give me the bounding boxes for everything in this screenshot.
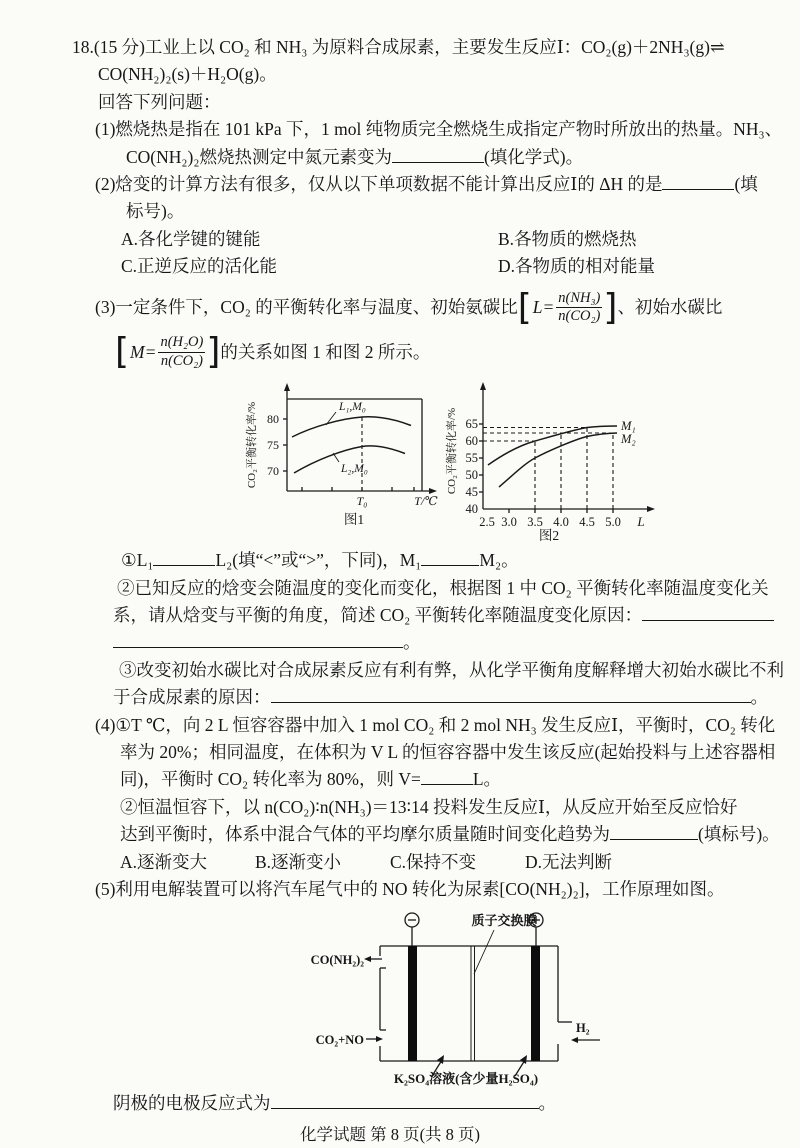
sub3-line2-text: 于合成尿素的原因： [113, 687, 271, 708]
right-inlet-arrow-head [571, 1037, 578, 1043]
sub3-line1: ③改变初始水碳比对合成尿素反应有利有弊，从化学平衡角度解释增大初始水碳比不利 [119, 659, 784, 680]
fig2-y-axis-arrow [480, 382, 486, 390]
fig2-curve-M2 [499, 433, 617, 487]
solution-label: K₂SO₄溶液(含少量H₂SO₄) [393, 1070, 539, 1086]
answer-blank-reason-2 [271, 687, 751, 703]
fig1-ytick-label-75: 75 [267, 438, 279, 453]
part2-line1-text: (2)焓变的计算方法有很多，仅从以下单项数据不能计算出反应Ⅰ的 ΔH 的是 [95, 174, 663, 195]
sub1-a: ①L₁ [121, 550, 154, 571]
part5-line: (5)利用电解装置可以将汽车尾气中的 NO 转化为尿素[CO(NH₂)₂]，工作原理如图。 [95, 879, 725, 900]
part1-line2-suffix: (填化学式)。 [483, 146, 584, 167]
cathode-equation-text: 阴极的电极反应式为 [113, 1092, 271, 1113]
ratio-L-numerator: n(NH₃) [556, 290, 602, 308]
fig2-ytick-label-45: 45 [465, 485, 478, 500]
part4b-line2-text: 达到平衡时，体系中混合气体的平均摩尔质量随时间变化趋势为 [120, 824, 610, 845]
answer-blank-cathode-equation [271, 1093, 539, 1109]
sub2-line1: ②已知反应的焓变会随温度的变化而变化，根据图 1 中 CO₂ 平衡转化率随温度变化关 [117, 577, 769, 598]
options-row-2 [121, 253, 800, 280]
answer-blank-chemical-formula [392, 147, 484, 163]
part1-line2-text: CO(NH₂)₂燃烧热测定中氮元素变为 [126, 146, 392, 167]
fig1-ytick-label-70: 70 [267, 464, 279, 479]
cathode-equation-end: 。 [538, 1092, 556, 1113]
part3-text-mid: 、初始水碳比 [617, 296, 723, 317]
left-inlet-arrow-head [376, 1036, 383, 1042]
fig2-series-label-M2: M₂ [621, 432, 636, 447]
right-inlet-label: H₂ [576, 1020, 590, 1035]
sub2-line3 [113, 629, 800, 656]
answer-blank-M-compare [421, 550, 479, 566]
fig2-xtick-label: 3.5 [527, 515, 543, 530]
part2-line2: 标号)。 [126, 201, 185, 222]
answer-blank-L-compare [153, 550, 215, 566]
options-row-3 [120, 849, 800, 876]
sub3-line2 [113, 684, 800, 711]
fig2-x-axis-label: L [637, 514, 645, 530]
sub1-c: M₂。 [479, 550, 519, 571]
ratio-L-fraction [556, 290, 602, 326]
membrane-leader-line [474, 930, 494, 974]
figures-row [242, 379, 800, 544]
part4-line3 [120, 766, 800, 793]
fig1-caption: 图1 [343, 512, 365, 528]
sub1-line [121, 547, 800, 574]
part4-line3-text: 同)，平衡时 CO₂ 转化率为 80%，则 V= [120, 769, 421, 790]
fig1-y-axis-arrow [284, 383, 290, 391]
part4-line1: (4)①T ℃，向 2 L 恒容容器中加入 1 mol CO₂ 和 2 mol NH₃ 发生反应Ⅰ，平衡时，CO₂ 转化 [95, 714, 776, 735]
fig2-xtick-label: 3.0 [501, 515, 517, 530]
fig2-caption: 图2 [538, 528, 560, 544]
question-stem-line1: 18.(15 分)工业上以 CO₂ 和 NH₃ 为原料合成尿素，主要发生反应Ⅰ：CO₂(g)＋2NH₃(g)⇌ [72, 37, 725, 57]
fig2-ytick-label-40: 40 [465, 502, 478, 517]
fig2-ytick-label-65: 65 [465, 417, 478, 432]
sub2-line2-text: 系，请从焓变与平衡的角度，简述 CO₂ 平衡转化率随温度变化原因： [113, 605, 643, 626]
option-b: B.各物质的燃烧热 [498, 228, 637, 249]
fig2-xtick-label: 4.0 [553, 515, 569, 530]
electrolysis-device-figure [308, 906, 800, 1086]
answer-blank-part2 [662, 174, 734, 190]
fig1-x-axis-label: T/℃ [414, 494, 438, 509]
fig1-leader-line-2 [333, 453, 339, 462]
answer-blank-trend [610, 824, 698, 840]
ratio-L-denominator: n(CO₂) [558, 308, 601, 325]
left-inlet-label: CO₂+NO [315, 1032, 364, 1047]
fig1-curve-L1M0 [292, 417, 411, 437]
fig2-xtick-label: 4.5 [579, 515, 595, 530]
part3-line2: [ M= $\frac{\text{n(H₂O)}}{\text{n(CO₂)}}$ ] 的关系如图 1 和图 2 所示。 [115, 331, 431, 373]
option-2d: D.无法判断 [525, 851, 613, 872]
fig1-y-axis-label: CO₂平衡转化率/% [246, 402, 258, 489]
part1-line1: (1)燃烧热是指在 101 kPa 下，1 mol 纯物质完全燃烧生成指定产物时所放出的热量。NH₃、 [95, 119, 783, 140]
ratio-M-lhs: M= [130, 341, 157, 362]
part4-line3-suffix: L。 [472, 769, 502, 790]
question-prompt: 回答下列问题： [98, 91, 221, 112]
fig2-x-axis-arrow [647, 506, 655, 512]
option-2a: A.逐渐变大 [120, 851, 208, 872]
option-2b: B.逐渐变小 [255, 851, 342, 872]
answer-blank-reason-1 [642, 605, 774, 621]
part2-line1-suffix: (填 [734, 174, 758, 195]
options-row-1 [121, 226, 800, 253]
fig1-series-label-1: L₁,M₀ [339, 401, 366, 414]
sub2-line2 [113, 602, 800, 629]
option-c: C.正逆反应的活化能 [121, 256, 278, 277]
part3-line1: (3)一定条件下，CO₂ 的平衡转化率与温度、初始氨碳比 [ L= $\frac{\text{n(NH₃)}}{\text{n(CO₂)}}$ ] 、初始水碳比 [95, 286, 723, 328]
sub1-b: L₂(填“<”或“>”，下同)，M₁ [215, 550, 422, 571]
cathode-electrode [408, 946, 417, 1061]
figure1-chart [242, 379, 447, 531]
fig2-ytick-label-55: 55 [465, 451, 478, 466]
left-outlet-arrow-head [364, 956, 371, 962]
membrane-label: 质子交换膜 [471, 912, 537, 928]
fig2-y-axis-label: CO₂平衡转化率/% [446, 408, 458, 495]
part4-line2: 率为 20%；相同温度，在体积为 V L 的恒容容器中发生该反应(起始投料与上述容器相 [120, 742, 776, 763]
option-2c: C.保持不变 [390, 851, 477, 872]
ratio-M-fraction [158, 334, 205, 370]
sub3-line2-end: 。 [750, 687, 768, 708]
fig1-ytick-label-80: 80 [267, 412, 279, 427]
answer-blank-volume [421, 769, 473, 785]
fig2-ytick-label-50: 50 [465, 468, 478, 483]
option-a: A.各化学键的键能 [121, 228, 261, 249]
part2-line1 [95, 171, 800, 198]
part3-text-pre: (3)一定条件下，CO₂ 的平衡转化率与温度、初始氨碳比 [95, 296, 518, 317]
answer-blank-reason-1b [113, 632, 403, 648]
electrolysis-device-diagram [308, 906, 618, 1086]
part4b-line2 [120, 821, 800, 848]
sub2-line3-end: 。 [403, 632, 421, 653]
part4b-line2-suffix: (填标号)。 [698, 824, 780, 845]
option-d: D.各物质的相对能量 [498, 256, 656, 277]
left-outlet-label: CO(NH₂)₂ [310, 952, 364, 967]
anode-electrode [531, 946, 540, 1061]
ratio-M-denominator: n(CO₂) [160, 352, 203, 369]
fig2-series-label-M1: M₁ [621, 419, 636, 434]
fig2-curve-M1 [488, 426, 617, 465]
part3-text-post: 的关系如图 1 和图 2 所示。 [220, 341, 431, 362]
fig2-xtick-label: 5.0 [605, 515, 621, 530]
fig1-series-label-2: L₂,M₀ [341, 463, 368, 476]
part1-line2 [126, 144, 800, 171]
fig2-ytick-label-60: 60 [465, 434, 478, 449]
part4b-line1: ②恒温恒容下，以 n(CO₂)∶n(NH₃)＝13∶14 投料发生反应Ⅰ，从反应开始至反应恰好 [120, 796, 738, 817]
fig2-xtick-label: 2.5 [479, 515, 495, 530]
page-footer: 化学试题 第 8 页(共 8 页) [299, 1124, 481, 1144]
figure2-chart [443, 379, 665, 544]
fig1-xtick-label-T0: T₀ [356, 494, 368, 509]
question-stem-line2: CO(NH₂)₂(s)＋H₂O(g)。 [98, 64, 277, 85]
cathode-equation-line [113, 1090, 800, 1117]
ratio-M-numerator: n(H₂O) [158, 334, 205, 352]
ratio-L-lhs: L= [532, 296, 555, 317]
